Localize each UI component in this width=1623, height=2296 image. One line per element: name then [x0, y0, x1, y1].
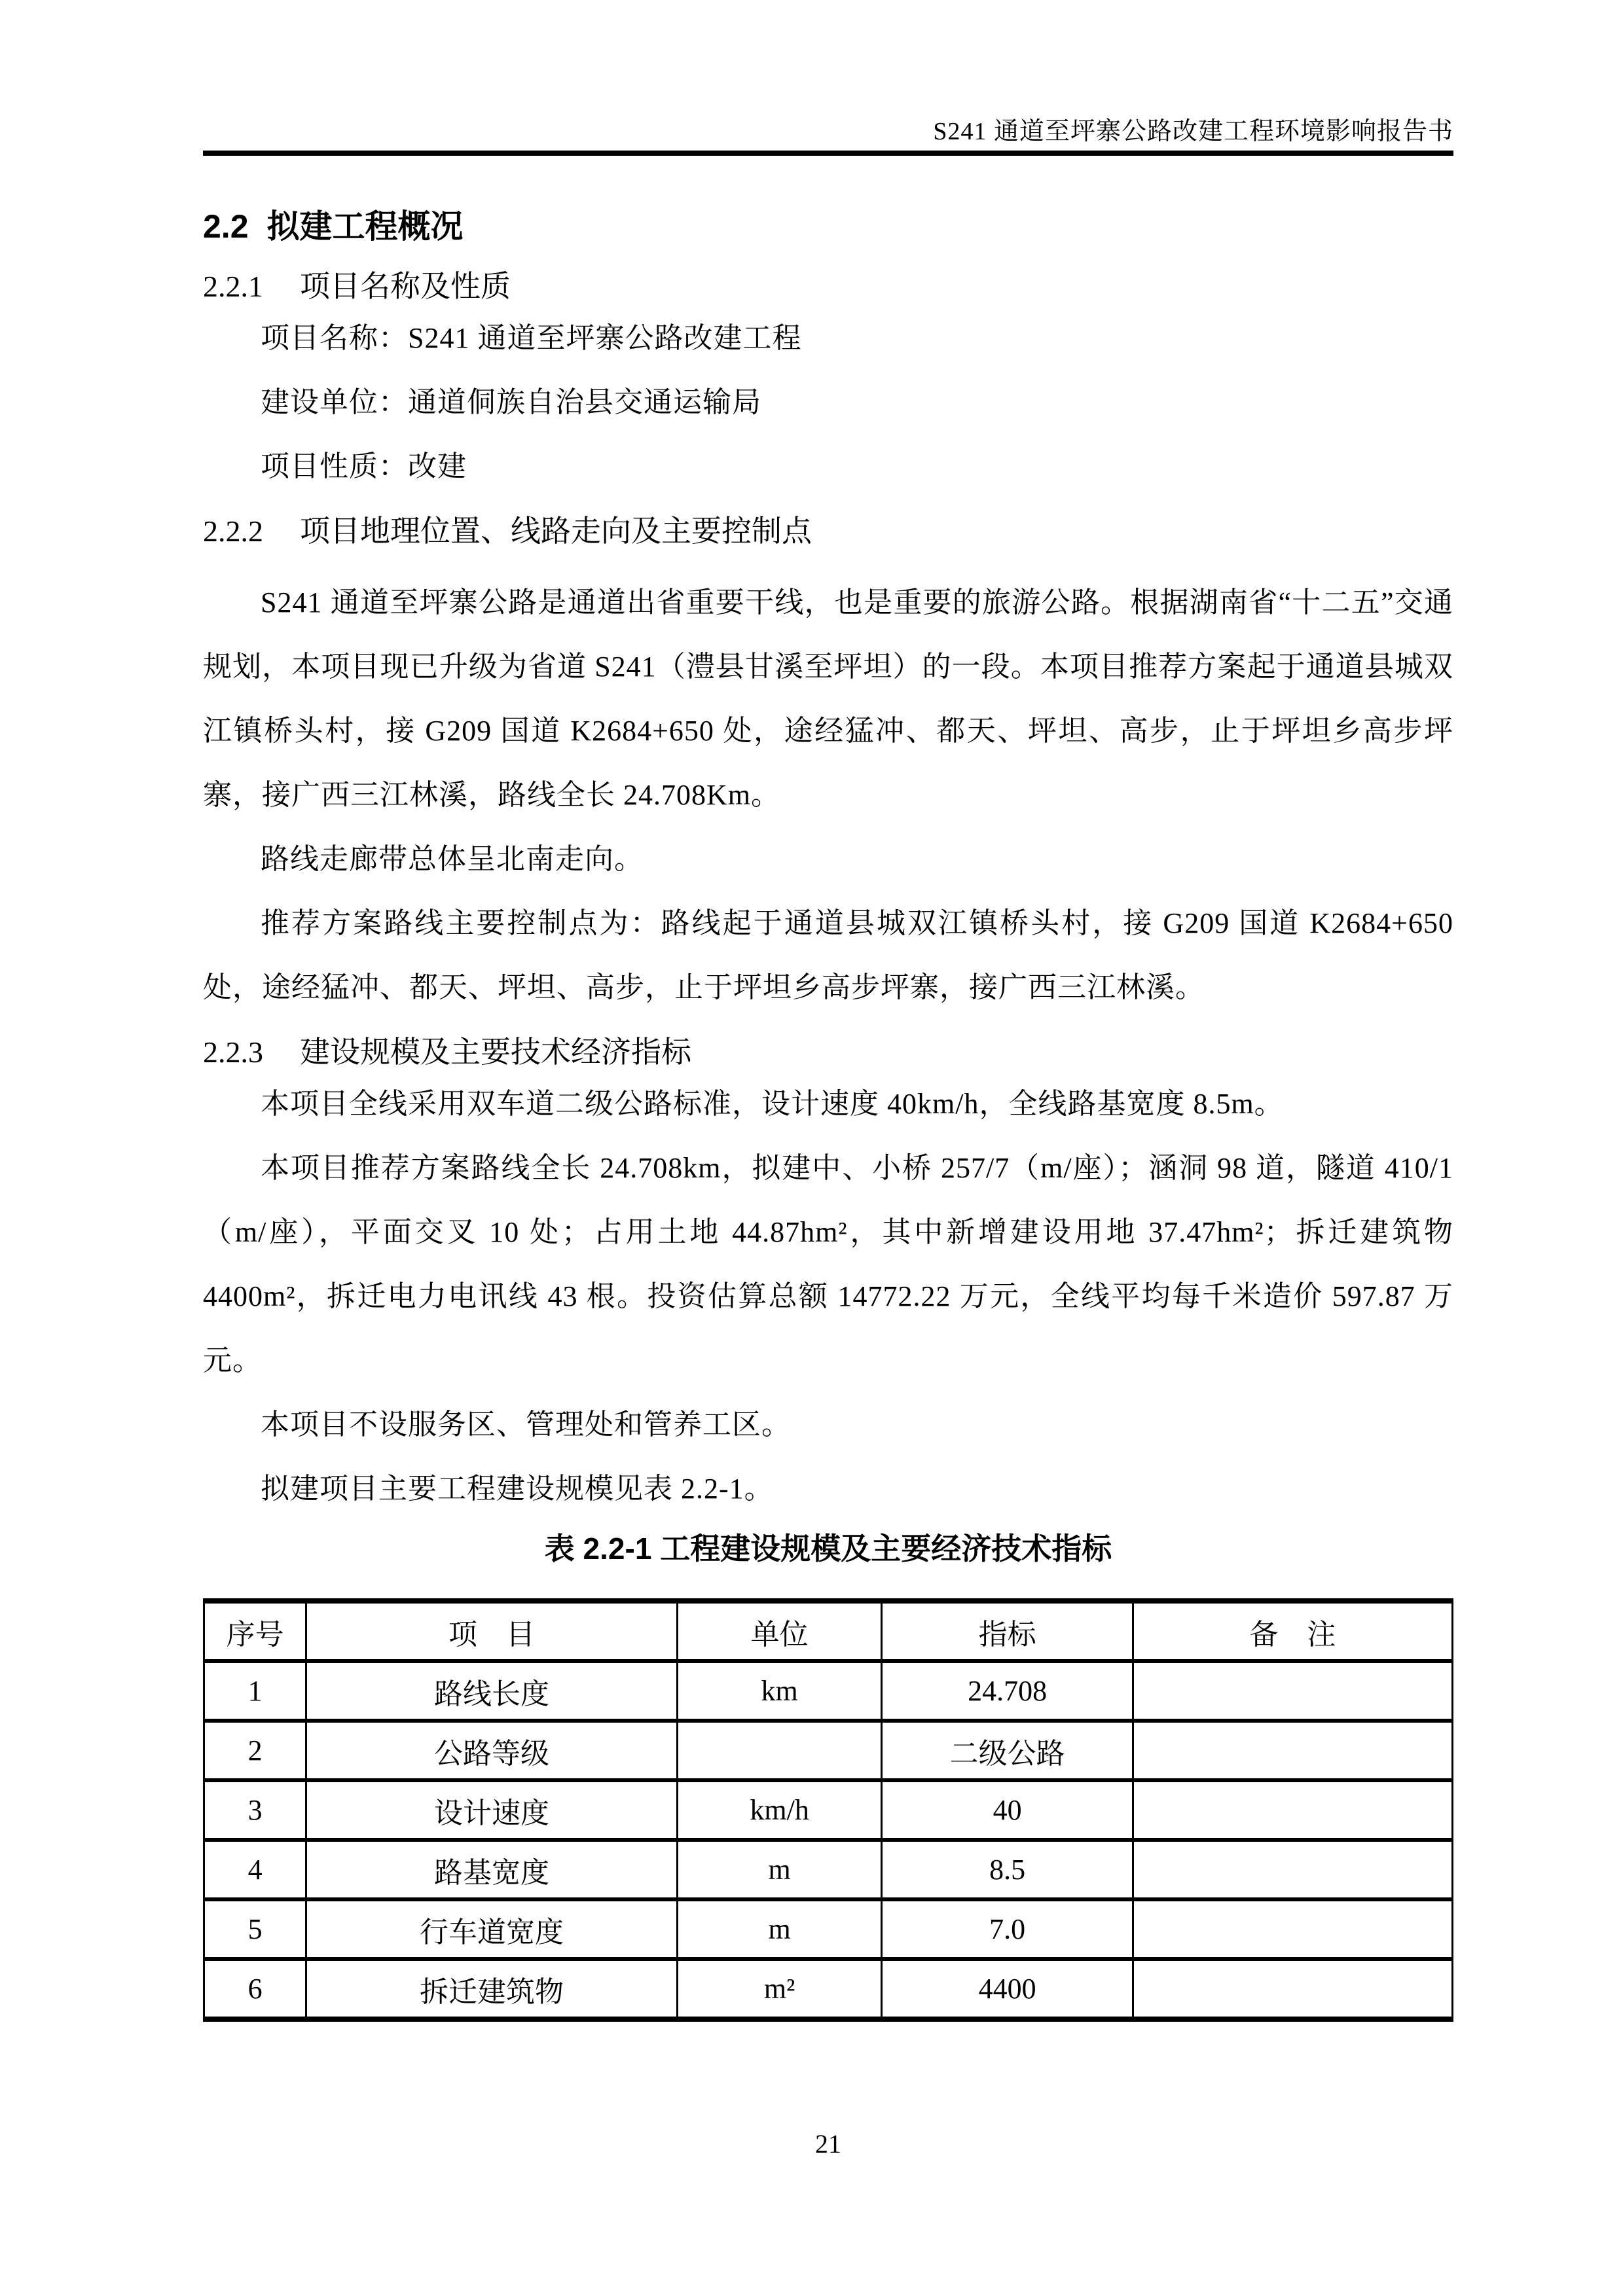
paragraph-corridor-direction: 路线走廊带总体呈北南走向。 — [261, 843, 644, 875]
column-header-seq: 序号 — [204, 1601, 306, 1661]
section-heading-2-2 — [203, 207, 1453, 246]
paragraph-project-name: 项目名称：S241 通道至坪寨公路改建工程 — [261, 322, 802, 354]
cell-unit — [677, 1721, 882, 1780]
cell-item: 设计速度 — [306, 1780, 677, 1840]
paragraph-project-nature: 项目性质：改建 — [261, 450, 467, 482]
cell-item: 路基宽度 — [306, 1840, 677, 1899]
cell-seq: 1 — [204, 1661, 306, 1721]
paragraph-construction-scale: 本项目推荐方案路线全长 24.708km，拟建中、小桥 257/7（m/座）；涵洞 98 道，隧道 410/1（m/座），平面交叉 10 处；占用土地 44.87hm²，其中新增建设用地 37.47hm²；拆迁建筑物 4400m²，拆迁电力电讯线 43 根。投资估算总额 14772.22 万元，全线平均每千米造价 597.87 万元。 — [203, 1152, 1453, 1376]
cell-value: 二级公路 — [882, 1721, 1133, 1780]
cell-note — [1133, 1721, 1452, 1780]
section-heading-2-2-1 — [203, 267, 1453, 306]
section-title: 项目地理位置、线路走向及主要控制点 — [300, 514, 812, 548]
table-header-row — [204, 1601, 1453, 1661]
paragraph-route-overview: S241 通道至坪寨公路是通道出省重要干线，也是重要的旅游公路。根据湖南省“十二五”交通规划，本项目现已升级为省道 S241（澧县甘溪至坪坦）的一段。本项目推荐方案起于通道县城双江镇桥头村，接 G209 国道 K2684+650 处，途经猛冲、都天、坪坦、高步，止于坪坦乡高步坪寨，接广西三江林溪，路线全长 24.708Km。 — [203, 586, 1453, 811]
table-row — [204, 1780, 1453, 1840]
cell-note — [1133, 1661, 1452, 1721]
paragraph-no-service-area: 本项目不设服务区、管理处和管养工区。 — [261, 1408, 791, 1441]
page-number: 21 — [815, 2129, 841, 2159]
section-title: 拟建工程概况 — [266, 208, 464, 245]
cell-unit: m² — [677, 1959, 882, 2019]
paragraph-design-standard: 本项目全线采用双车道二级公路标准，设计速度 40km/h，全线路基宽度 8.5m。 — [261, 1088, 1284, 1120]
cell-seq: 5 — [204, 1899, 306, 1959]
cell-unit: km/h — [677, 1780, 882, 1840]
table-title: 表 2.2-1 工程建设规模及主要经济技术指标 — [544, 1532, 1112, 1566]
section-heading-2-2-2 — [203, 512, 1453, 551]
paragraph-see-table: 拟建项目主要工程建设规模见表 2.2-1。 — [261, 1473, 774, 1505]
section-number: 2.2.3 — [203, 1035, 263, 1069]
section-number: 2.2.1 — [203, 270, 263, 303]
cell-item: 拆迁建筑物 — [306, 1959, 677, 2019]
indicator-table — [203, 1598, 1453, 2022]
cell-seq: 2 — [204, 1721, 306, 1780]
paragraph-construction-unit: 建设单位：通道侗族自治县交通运输局 — [261, 386, 761, 418]
column-header-item: 项 目 — [306, 1601, 677, 1661]
cell-unit: km — [677, 1661, 882, 1721]
cell-note — [1133, 1840, 1452, 1899]
table-row — [204, 1840, 1453, 1899]
section-title: 项目名称及性质 — [300, 270, 511, 303]
cell-item: 路线长度 — [306, 1661, 677, 1721]
section-heading-2-2-3 — [203, 1033, 1453, 1072]
column-header-value: 指标 — [882, 1601, 1133, 1661]
section-title: 建设规模及主要技术经济指标 — [300, 1035, 691, 1069]
column-header-unit: 单位 — [677, 1601, 882, 1661]
cell-seq: 4 — [204, 1840, 306, 1899]
cell-value: 7.0 — [882, 1899, 1133, 1959]
cell-value: 24.708 — [882, 1661, 1133, 1721]
paragraph-control-points: 推荐方案路线主要控制点为：路线起于通道县城双江镇桥头村，接 G209 国道 K2684+650 处，途经猛冲、都天、坪坦、高步，止于坪坦乡高步坪寨，接广西三江林溪。 — [203, 907, 1453, 1003]
cell-item: 行车道宽度 — [306, 1899, 677, 1959]
cell-item: 公路等级 — [306, 1721, 677, 1780]
cell-note — [1133, 1780, 1452, 1840]
table-row — [204, 1721, 1453, 1780]
cell-note — [1133, 1959, 1452, 2019]
cell-seq: 6 — [204, 1959, 306, 2019]
cell-value: 4400 — [882, 1959, 1133, 2019]
cell-unit: m — [677, 1899, 882, 1959]
column-header-note: 备 注 — [1133, 1601, 1452, 1661]
running-header-title: S241 通道至坪寨公路改建工程环境影响报告书 — [933, 118, 1453, 145]
cell-value: 40 — [882, 1780, 1133, 1840]
section-number: 2.2 — [203, 208, 249, 245]
section-number: 2.2.2 — [203, 514, 263, 548]
cell-value: 8.5 — [882, 1840, 1133, 1899]
table-row — [204, 1661, 1453, 1721]
table-row — [204, 1899, 1453, 1959]
cell-note — [1133, 1899, 1452, 1959]
table-row — [204, 1959, 1453, 2019]
header-rule — [203, 151, 1453, 156]
cell-seq: 3 — [204, 1780, 306, 1840]
cell-unit: m — [677, 1840, 882, 1899]
